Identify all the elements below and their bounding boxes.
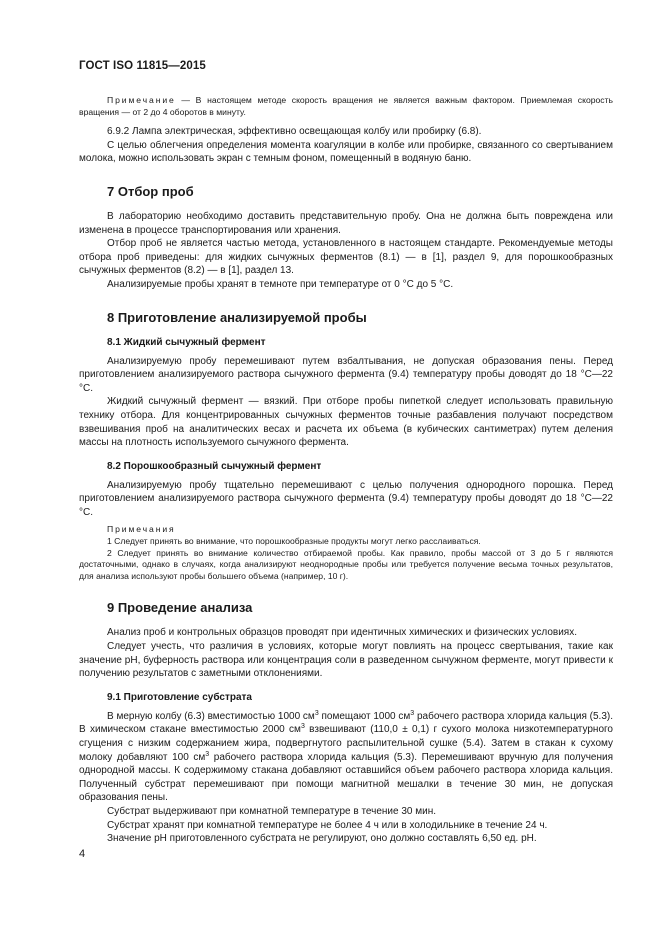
subsection-8-2-title: 8.2 Порошкообразный сычужный фермент [107, 460, 322, 472]
page-content [79, 95, 613, 846]
subsection-9-1-title: 9.1 Приготовление субстрата [107, 691, 252, 703]
subsection-9-1-paragraph: Значение рН приготовленного субстрата не регулируют, оно должно составлять 6,50 ед. рН. [107, 833, 537, 845]
section-7-title: 7 Отбор проб [107, 183, 194, 199]
subsection-8-1-paragraph: Анализируемую пробу перемешивают путем взбалтывания, не допуская образования пены. Перед приготовлением анализируемого раствора сычужного фермента (9.4) температуру пробы доводят до 18 °С—22 °С. [79, 355, 613, 394]
note-2: 2 Следует принять во внимание количество отбираемой пробы. Как правило, пробы массой от 3 до 5 г являются достаточными, однако в случаях, когда анализируют неоднородные пробы или требуется получение весьма точных результатов, для анализа используют пробы большего объема (например, 10 г). [79, 547, 613, 581]
subsection-9-1-paragraph: Субстрат выдерживают при комнатной температуре в течение 30 мин. [107, 805, 437, 817]
note-1: 1 Следует принять во внимание, что порошкообразные продукты могут легко расслаиваться. [107, 536, 481, 547]
section-8-title: 8 Приготовление анализируемой пробы [107, 309, 367, 325]
section-7-paragraph: В лабораторию необходимо доставить представительную пробу. Она не должна быть повреждена или изменена в процессе транспортирования или хранения. [79, 210, 613, 236]
page-number: 4 [79, 848, 86, 860]
section-9-title: 9 Проведение анализа [107, 600, 253, 616]
subsection-8-1-title: 8.1 Жидкий сычужный фермент [107, 336, 266, 348]
subsection-9-1-paragraph: Субстрат хранят при комнатной температуре не более 4 ч или в холодильнике в течение 24 ч. [107, 819, 548, 831]
section-9-paragraph: Следует учесть, что различия в условиях, которые могут повлиять на процесс свертывания, такие как значение рН, буферность раствора или концентрация соли в разведенном сычужном ферменте, могут привести к получению результатов с заметными отклонениями. [79, 641, 613, 680]
section-7-paragraph: Отбор проб не является частью метода, установленного в настоящем стандарте. Рекомендуемые методы отбора проб приведены: для жидких сычужных ферментов (8.1) — в [1], раздел 9, для порошкообразных сычужных ферментов (8.2) — в [1], раздел 13. [79, 238, 613, 277]
section-9-paragraph: Анализ проб и контрольных образцов проводят при идентичных химических и физических условиях. [107, 627, 577, 639]
standard-header: ГОСТ ISO 11815—2015 [79, 60, 206, 72]
clause-6-9-2: 6.9.2 Лампа электрическая, эффективно освещающая колбу или пробирку (6.8). [107, 126, 482, 138]
notes-label: Примечания [107, 524, 176, 535]
section-7-paragraph: Анализируемые пробы хранят в темноте при температуре от 0 °С до 5 °С. [107, 278, 454, 290]
clause-6-9-2-text: С целью облегчения определения момента коагуляции в колбе или пробирке, связанного со свертыванием молока, можно использовать экран с темным фоном, помещенный в водяную баню. [79, 139, 613, 165]
subsection-9-1-paragraph: В мерную колбу (6.3) вместимостью 1000 $см^3$ помещают 1000 $см^3$ рабочего раствора хлорида кальция (5.3). В химическом стакане вместимостью 2000 $см^3$ взвешивают (110,0 ± 0,1) г сухого молока низкотемпературного сгущения с низким содержанием жира, подвергнутого распылительной сушке (5.4). Затем в стакан к сухому молоку добавляют 100 $см^3$ рабочего раствора хлорида кальция (5.3). Перемешивают вручную для получения однородной массы. К содержимому стакана добавляют оставшийся объем рабочего раствора хлорида кальция. Полученный субстрат перемешивают при помощи магнитной мешалки в течение 30 мин, не допуская образования пены. [79, 709, 613, 804]
note-label: Примечание [107, 95, 176, 105]
subsection-8-2-paragraph: Анализируемую пробу тщательно перемешивают с целью получения однородного порошка. Перед приготовлением анализируемого раствора сычужного фермента (9.4) температуру пробы доводят до 18 °С—22 °С. [79, 479, 613, 518]
note-rotation-speed [79, 95, 613, 118]
subsection-8-1-paragraph: Жидкий сычужный фермент — вязкий. При отборе пробы пипеткой следует использовать правильную технику отбора. Для концентрированных сычужных ферментов точные разбавления получают посредством взвешивания проб на аналитических весах и расчета их объема (в кубических сантиметрах) путем деления массы на плотность используемого сычужного фермента. [79, 396, 613, 449]
note-text: — В настоящем методе скорость вращения не является важным фактором. Приемлемая скорость вращения — от 2 до 4 оборотов в минуту. [79, 95, 613, 117]
